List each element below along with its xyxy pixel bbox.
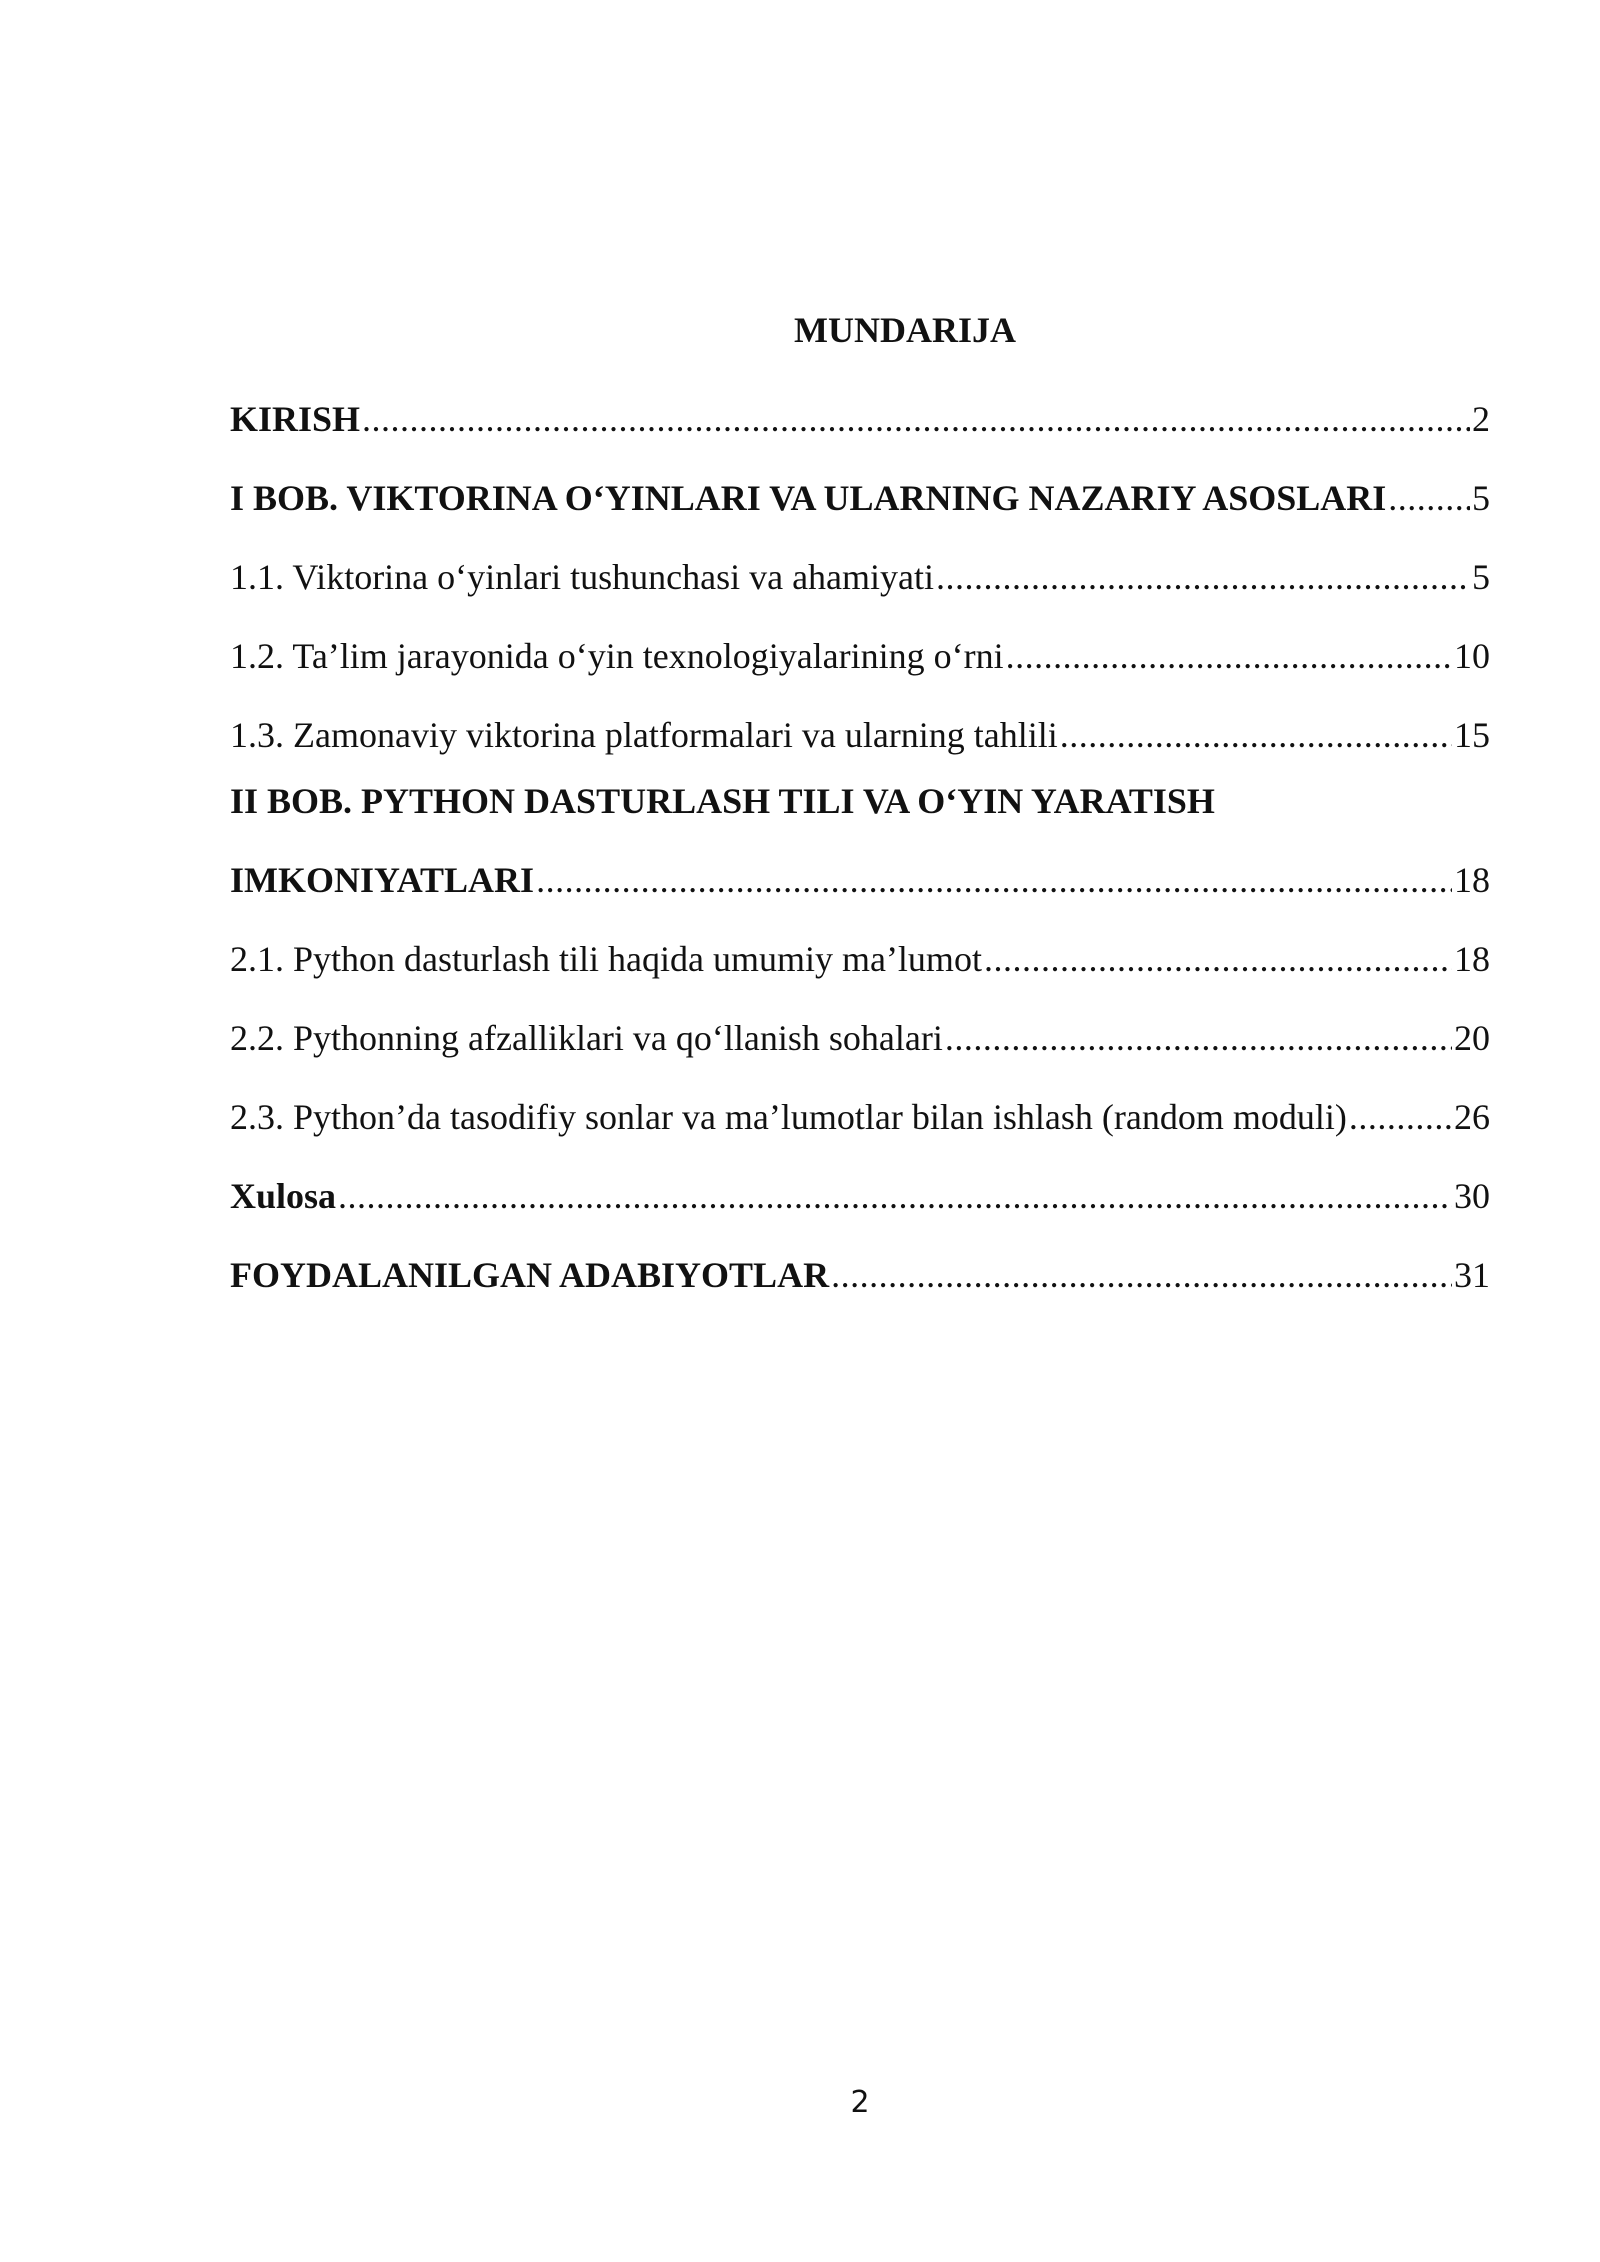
toc-leader-dots <box>536 855 1452 905</box>
toc-entry-2-1[interactable] <box>230 905 1490 984</box>
toc-leader-dots <box>338 1171 1452 1221</box>
toc-leader-dots <box>831 1250 1452 1300</box>
toc-entry-label: 1.1. Viktorina o‘yinlari tushunchasi va ahamiyati <box>230 557 935 597</box>
toc-entry-page: 26 <box>1454 1097 1490 1137</box>
toc-leader-dots <box>945 1013 1452 1063</box>
toc-entry-page: 18 <box>1454 860 1490 900</box>
toc-title: MUNDARIJA <box>794 310 1016 350</box>
toc-entry-label: 1.2. Ta’lim jarayonida o‘yin texnologiyalarining o‘rni <box>230 636 1004 676</box>
toc-entry-label: FOYDALANILGAN ADABIYOTLAR <box>230 1255 830 1295</box>
toc-entry-page: 30 <box>1454 1176 1490 1216</box>
toc-leader-dots <box>1388 473 1470 523</box>
toc-entry-1-1[interactable] <box>230 523 1490 602</box>
toc-entry-page: 5 <box>1472 557 1490 597</box>
toc-entry-label: 2.2. Pythonning afzalliklari va qo‘llanish sohalari <box>230 1018 943 1058</box>
toc-entry-page: 15 <box>1454 715 1490 755</box>
toc-entry-2-2[interactable] <box>230 984 1490 1063</box>
toc-entry-page: 10 <box>1454 636 1490 676</box>
toc-entry-chapter-2[interactable] <box>230 760 1490 826</box>
toc-entry-1-3[interactable] <box>230 681 1490 760</box>
toc-entry-page: 18 <box>1454 939 1490 979</box>
toc-entry-label: I BOB. VIKTORINA O‘YINLARI VA ULARNING NAZARIY ASOSLARI <box>230 478 1387 518</box>
toc-entry-label: Xulosa <box>230 1176 337 1216</box>
toc-leader-dots <box>1349 1092 1452 1142</box>
toc-entry-kirish[interactable] <box>230 365 1490 444</box>
toc-entry-2-3[interactable] <box>230 1063 1490 1142</box>
toc-leader-dots <box>936 552 1470 602</box>
toc-leader-dots <box>1006 631 1452 681</box>
toc-entry-page: 20 <box>1454 1018 1490 1058</box>
toc-entry-label: IMKONIYATLARI <box>230 860 535 900</box>
toc-entry-page: 31 <box>1454 1255 1490 1295</box>
toc-entry-label: KIRISH <box>230 399 361 439</box>
toc-entry-references[interactable] <box>230 1221 1490 1300</box>
toc-entry-chapter-2-continued[interactable] <box>230 826 1490 905</box>
toc-leader-dots <box>984 934 1452 984</box>
toc-entry-page: 5 <box>1472 478 1490 518</box>
page-number: 2 <box>850 2085 870 2120</box>
toc-entry-label: 2.3. Python’da tasodifiy sonlar va ma’lumotlar bilan ishlash (random moduli) <box>230 1097 1347 1137</box>
toc-entry-chapter-1[interactable] <box>230 444 1490 523</box>
toc-entry-xulosa[interactable] <box>230 1142 1490 1221</box>
toc-entry-label: II BOB. PYTHON DASTURLASH TILI VA O‘YIN YARATISH <box>230 781 1215 821</box>
toc-entry-page: 2 <box>1472 399 1490 439</box>
table-of-contents <box>230 365 1490 1300</box>
toc-leader-dots <box>1060 710 1452 760</box>
toc-entry-label: 2.1. Python dasturlash tili haqida umumiy ma’lumot <box>230 939 982 979</box>
toc-leader-dots <box>362 394 1470 444</box>
toc-entry-1-2[interactable] <box>230 602 1490 681</box>
toc-entry-label: 1.3. Zamonaviy viktorina platformalari va ularning tahlili <box>230 715 1058 755</box>
